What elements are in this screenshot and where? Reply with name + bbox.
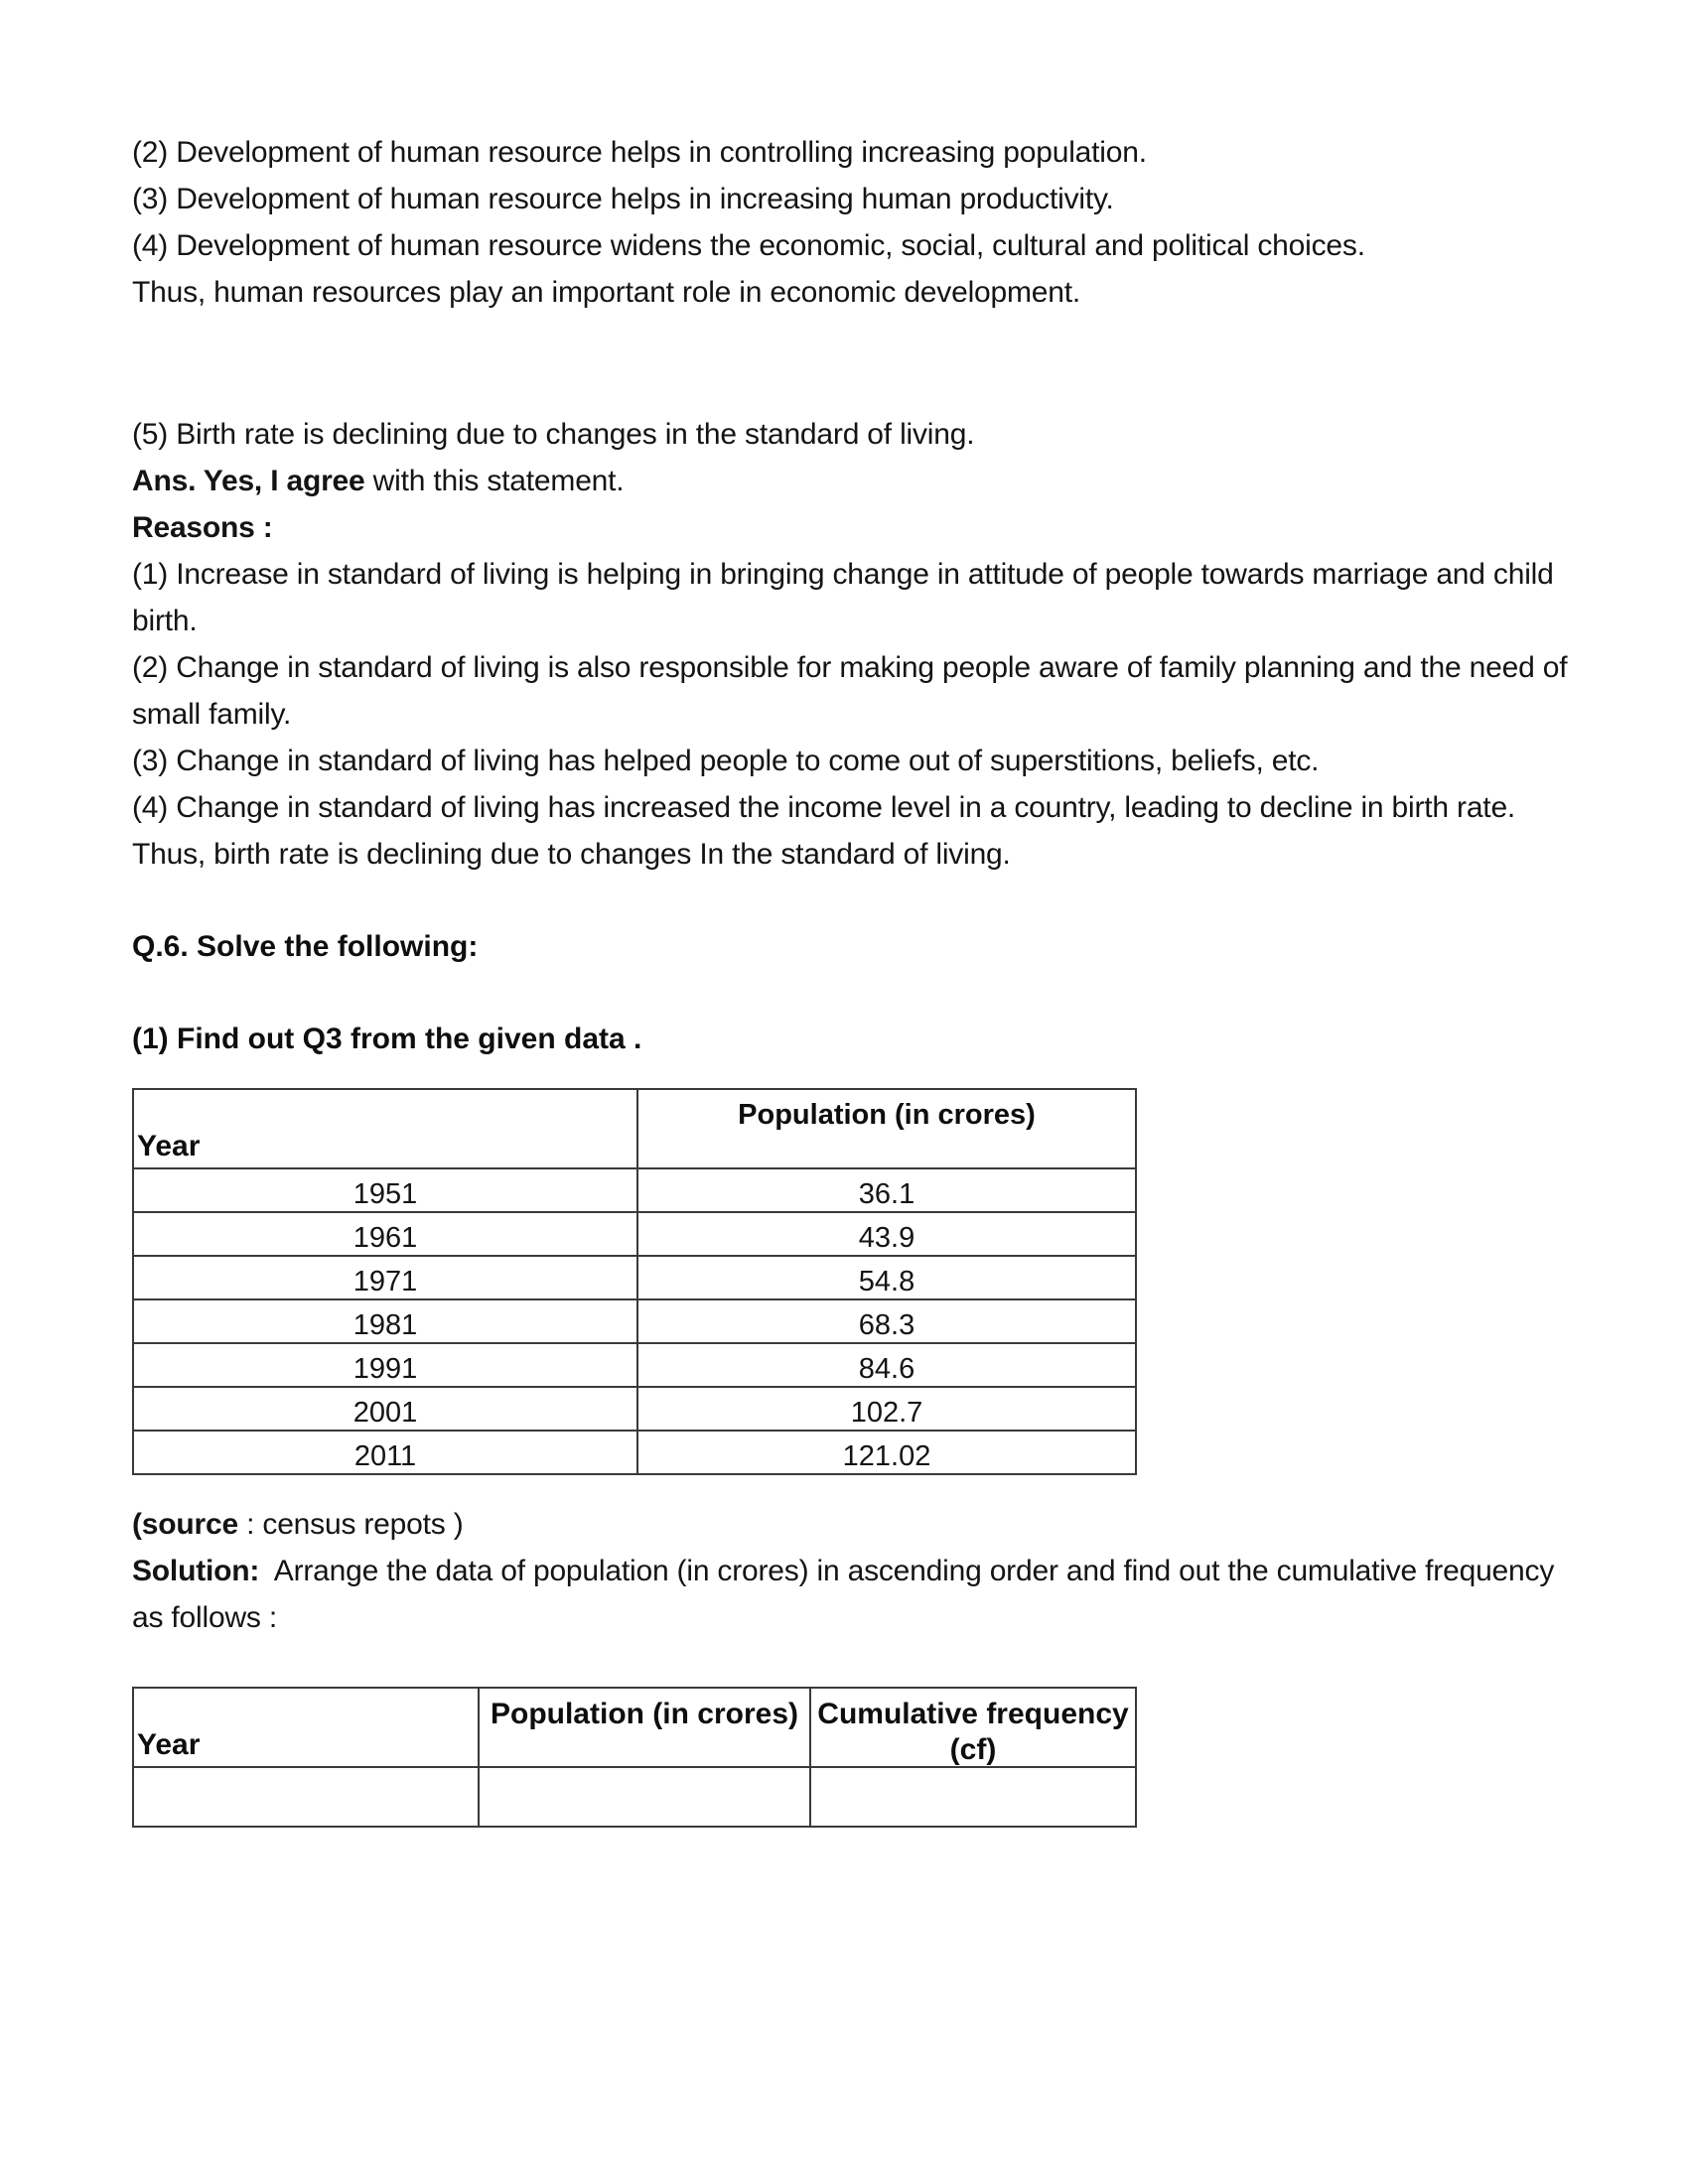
- cumulative-frequency-table: [132, 1687, 1137, 1828]
- cell-year: 2011: [133, 1431, 637, 1474]
- source-bold: (source: [132, 1508, 238, 1541]
- section-spacer-1: [132, 316, 1569, 411]
- cell-year: 1981: [133, 1299, 637, 1343]
- human-resource-points: [132, 129, 1569, 316]
- hr-conclusion: Thus, human resources play an important role in economic development.: [132, 276, 1081, 309]
- reason-4: (4) Change in standard of living has increased the income level in a country, leading to decline in birth rate. Thus, birth rate is declining due to changes In the standard of living.: [132, 791, 1523, 871]
- header-cell-year: [133, 1089, 637, 1168]
- question-6-sub-heading: (1) Find out Q3 from the given data .: [132, 1023, 642, 1055]
- header-label-population: Population (in crores): [738, 1099, 1036, 1131]
- reason-3: (3) Change in standard of living has helped people to come out of superstitions, beliefs, etc.: [132, 745, 1320, 777]
- hr-point-3: (3) Development of human resource helps in increasing human productivity.: [132, 183, 1114, 215]
- table-row: [133, 1767, 1136, 1827]
- cell-cumulative-frequency: [810, 1767, 1136, 1827]
- table-row: [133, 1212, 1136, 1256]
- header-cell-population: [479, 1688, 810, 1767]
- header-label-year: Year: [137, 1130, 201, 1162]
- table-row: [133, 1256, 1136, 1299]
- section-spacer-4: [132, 1062, 1569, 1088]
- section-spacer-3: [132, 970, 1569, 1016]
- cell-population: 102.7: [637, 1387, 1136, 1431]
- reason-2: (2) Change in standard of living is also responsible for making people aware of family planning and the need of small family.: [132, 651, 1576, 731]
- cell-population: 54.8: [637, 1256, 1136, 1299]
- table-header-row: [133, 1089, 1136, 1168]
- header-label-year: Year: [137, 1728, 201, 1761]
- section-spacer-5: [132, 1475, 1569, 1501]
- cell-population: 121.02: [637, 1431, 1136, 1474]
- answer-rest: with this statement.: [364, 465, 625, 497]
- birth-rate-question: (5) Birth rate is declining due to changes in the standard of living.: [132, 418, 975, 451]
- table-row: [133, 1168, 1136, 1212]
- cell-population: 36.1: [637, 1168, 1136, 1212]
- table-row: [133, 1343, 1136, 1387]
- cell-population: 84.6: [637, 1343, 1136, 1387]
- source-and-solution: [132, 1501, 1569, 1641]
- hr-point-4: (4) Development of human resource widens the economic, social, cultural and political choices.: [132, 229, 1365, 262]
- reasons-label: Reasons :: [132, 511, 273, 544]
- cell-population: 43.9: [637, 1212, 1136, 1256]
- hr-point-2: (2) Development of human resource helps in controlling increasing population.: [132, 136, 1147, 169]
- table-row: [133, 1431, 1136, 1474]
- birth-rate-answer: [132, 458, 1569, 504]
- cell-year: [133, 1767, 479, 1827]
- table-row: [133, 1387, 1136, 1431]
- answer-bold: Ans. Yes, I agree: [132, 465, 365, 497]
- source-rest: : census repots ): [237, 1508, 464, 1541]
- header-label-cumulative-frequency: Cumulative frequency (cf): [817, 1698, 1129, 1766]
- cell-year: 1961: [133, 1212, 637, 1256]
- cell-year: 2001: [133, 1387, 637, 1431]
- table-header-row: [133, 1688, 1136, 1767]
- source-note: [132, 1501, 1569, 1548]
- table-row: [133, 1299, 1136, 1343]
- solution-label: Solution:: [132, 1555, 260, 1587]
- section-spacer-2: [132, 878, 1569, 923]
- question-6-heading: Q.6. Solve the following:: [132, 930, 479, 963]
- solution-note: [132, 1548, 1569, 1641]
- cell-population: [479, 1767, 810, 1827]
- solution-text: Arrange the data of population (in crores) in ascending order and find out the cumulative frequency as follows :: [132, 1555, 1563, 1634]
- cell-year: 1991: [133, 1343, 637, 1387]
- header-label-population: Population (in crores): [490, 1698, 799, 1730]
- reason-1: (1) Increase in standard of living is helping in bringing change in attitude of people towards marriage and child birth.: [132, 558, 1562, 637]
- header-cell-year: [133, 1688, 479, 1767]
- header-cell-population: [637, 1089, 1136, 1168]
- cell-year: 1951: [133, 1168, 637, 1212]
- population-table: [132, 1088, 1137, 1475]
- cell-year: 1971: [133, 1256, 637, 1299]
- cell-population: 68.3: [637, 1299, 1136, 1343]
- birth-rate-section: [132, 411, 1576, 878]
- header-cell-cumulative-frequency: [810, 1688, 1136, 1767]
- section-spacer-6: [132, 1641, 1569, 1687]
